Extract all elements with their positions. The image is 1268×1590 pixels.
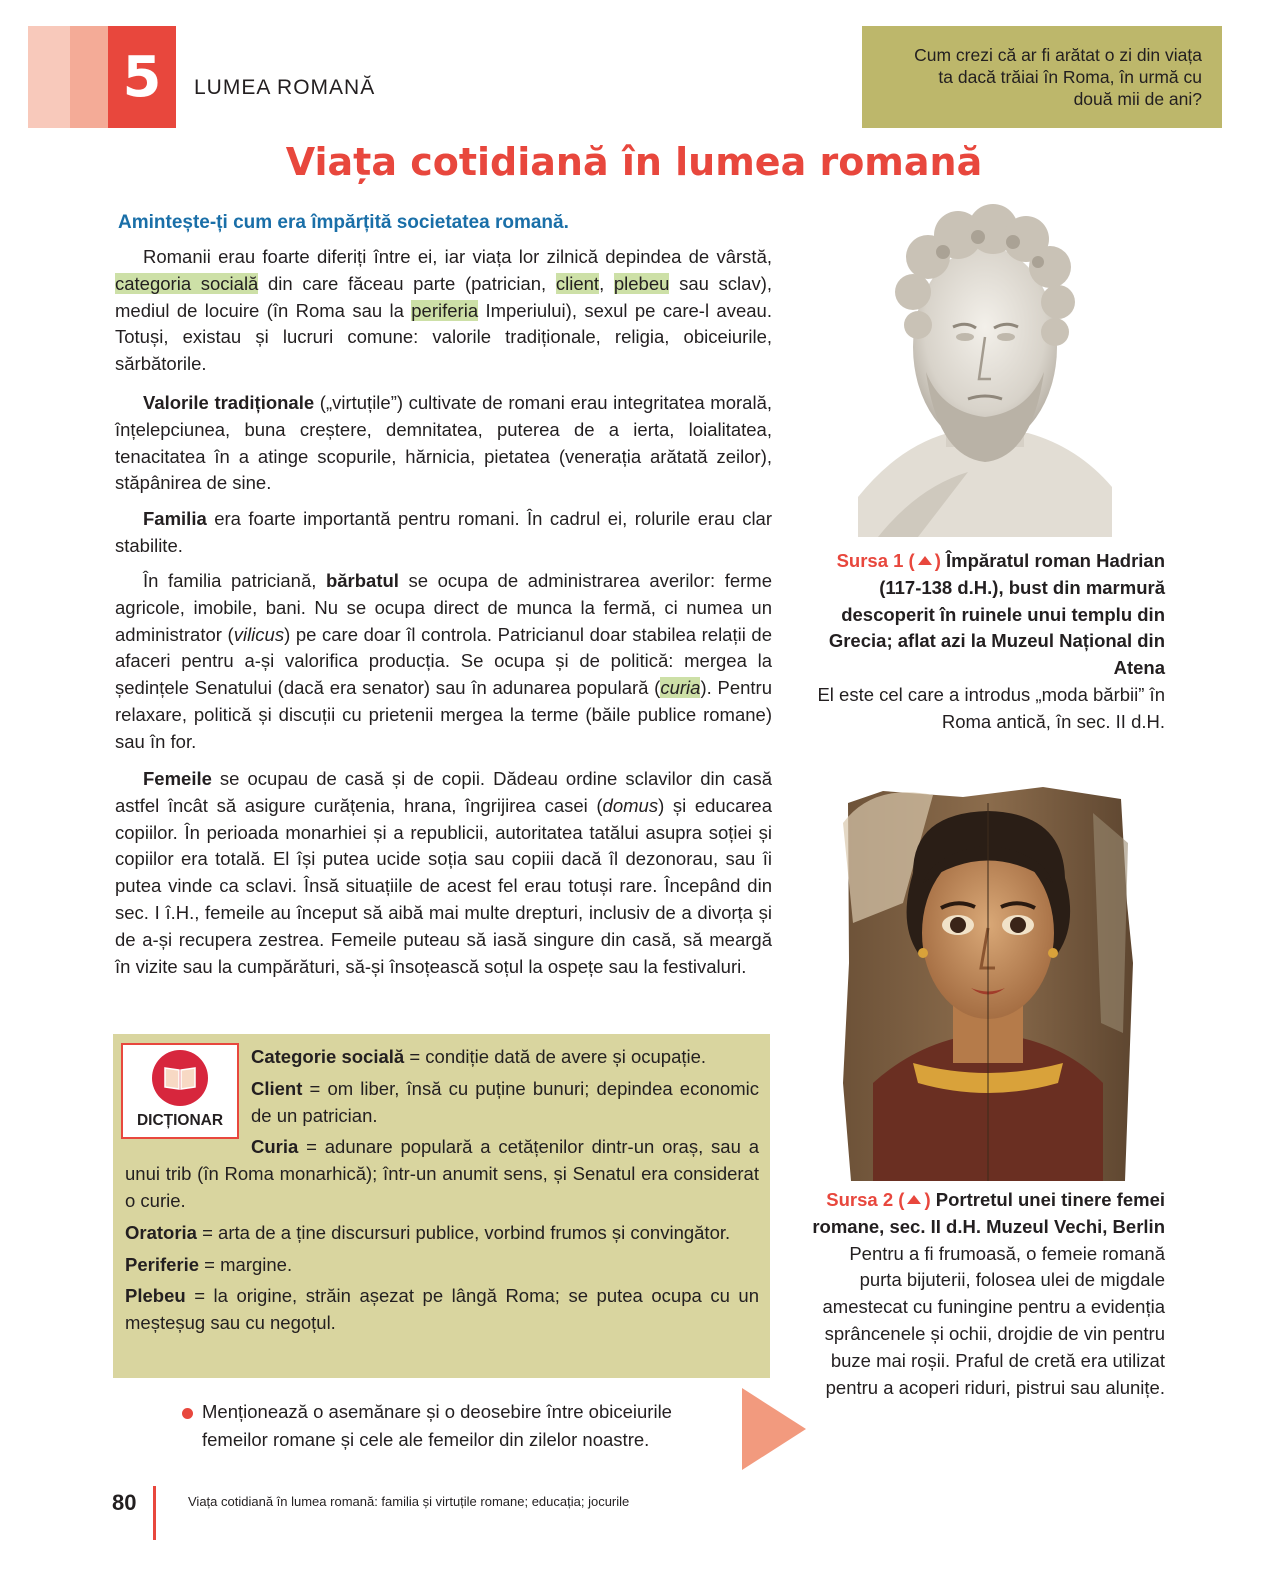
dictionary-entry <box>125 1252 759 1279</box>
paragraph-women <box>115 766 772 980</box>
dictionary-entry <box>125 1220 759 1247</box>
text: era foarte importantă pentru romani. În cadrul ei, rolurile erau clar stabilite. <box>115 508 772 556</box>
task-text: Menționează o asemănare și o deosebire între obiceiurile femeilor romane și cele ale femeilor din zilelor noastre. <box>202 1401 672 1450</box>
dictionary-definition: = om liber, însă cu puține bunuri; depindea economic de un patrician. <box>251 1077 759 1126</box>
bold-term: Familia <box>143 508 207 529</box>
source-label: Sursa 2 ( <box>826 1189 905 1210</box>
glossary-term[interactable]: categoria socială <box>115 272 259 294</box>
text: În familia patriciană, <box>143 570 326 591</box>
recall-prompt: Amintește-ți cum era împărțită societatea romană. <box>118 212 569 233</box>
source-label: ) <box>934 550 941 571</box>
bold-term: Valorile tradiționale <box>143 392 315 413</box>
footer-text: Viața cotidiană în lumea romană: familia și virtuțile romane; educația; jocurile <box>188 1494 630 1509</box>
text: ). Pentru relaxare, politică și discuții cu prietenii mergea la terme (băile publice romane) sau în for. <box>115 677 772 752</box>
text: ) și educarea copiilor. În perioada monarhiei și a republicii, autoritatea tatălui asupra soției și copiilor era totală. El își putea ucide soția sau copiii dacă îl dezonorau, sau îi putea vinde ca sclavi. Însă situațiile de acest fel erau totuși rare. Începând din sec. I î.H., femeile au început să aibă mai multe drepturi, inclusiv de a divorța și de a-și recupera zestrea. Femeile puteau să iasă singure din casă, să meargă în vizite sau la cumpărături, să-și însoțească soțul la ospețe sau la festivaluri. <box>115 794 772 977</box>
dictionary-term: Curia <box>251 1136 299 1158</box>
text: ) pe care doar îl controla. Patricianul doar stabilea relații de afaceri pentru a-și valorifica producția. Se ocupa și de politică: mergea la ședințele Senatului (dacă era senator) sau în adunarea populară ( <box>115 623 773 699</box>
bold-term: bărbatul <box>325 570 399 591</box>
bold-term: Femeile <box>143 768 212 789</box>
dictionary-term: Categorie socială <box>251 1046 405 1067</box>
text: („virtuțile”) cultivate de romani erau integritatea morală, înțelepciunea, buna creștere, demnitatea, puterea de a ierta, loialitatea, tenacitatea în a atinge scopurile, hărnicia, pietatea (venerația arătată zeilor), stăpânirea de sine. <box>115 392 772 494</box>
dictionary-entries <box>125 1044 759 1342</box>
glossary-term[interactable]: periferia <box>411 299 479 321</box>
paragraph-family <box>115 506 772 560</box>
hadrian-bust-image <box>858 197 1112 537</box>
source-label: ) <box>924 1189 931 1210</box>
page-title: Viața cotidiană în lumea romană <box>285 140 983 184</box>
page-number: 80 <box>112 1490 137 1515</box>
source-description: Pentru a fi frumoasă, o femeie romană purta bijuterii, folosea ulei de migdale amestecat cu funingine pentru a evidenția sprâncenele și ochii, drojdie de vin pentru buze mai roșii. Praful de cretă era utilizat pentru a acoperi riduri, pistrui sau alunițe. <box>822 1242 1165 1398</box>
source-label: Sursa 1 ( <box>836 550 915 571</box>
glossary-term[interactable]: client <box>555 272 600 294</box>
dictionary-definition: = condiție dată de avere și ocupație. <box>404 1046 707 1067</box>
arrow-right-icon <box>742 1388 806 1470</box>
dictionary-label: DICȚIONAR <box>136 1112 224 1129</box>
paragraph-values <box>115 390 772 497</box>
text: , <box>599 272 614 294</box>
bullet-icon <box>182 1408 193 1419</box>
dictionary-term: Periferie <box>125 1253 200 1275</box>
dictionary-term: Oratoria <box>125 1221 197 1243</box>
paragraph-intro <box>115 244 772 378</box>
latin-term: vilicus <box>233 623 285 645</box>
dictionary-entry <box>125 1076 759 1130</box>
text: sau sclav), mediul de locuire (în Roma sau la <box>115 272 772 321</box>
paragraph-man <box>115 568 772 756</box>
source-2-caption <box>809 1187 1165 1401</box>
chapter-title: LUMEA ROMANĂ <box>194 76 376 99</box>
dictionary-term: Client <box>251 1077 303 1099</box>
dictionary-entry <box>125 1134 759 1214</box>
footer-divider <box>153 1486 156 1540</box>
text: se ocupa de administrarea averilor: ferme agricole, imobile, bani. Nu se ocupa direct de munca la fermă, ci numea un administrator ( <box>115 570 772 645</box>
chapter-tab-stripe <box>70 26 112 128</box>
dictionary-entry <box>125 1283 759 1337</box>
text: Romanii erau foarte diferiți între ei, iar viața lor zilnică depindea de vârstă, <box>143 246 772 267</box>
triangle-up-icon <box>918 556 932 565</box>
source-title: Împăratul roman Hadrian (117-138 d.H.), bust din marmură descoperit în ruinele unui templu din Grecia; aflat azi la Muzeul Național din Atena <box>828 550 1165 679</box>
source-1-caption <box>809 548 1165 736</box>
dictionary-definition: = adunare populară a cetățenilor dintr-un oraș, sau a unui trib (în Roma monarhică); într-un anumit sens, și Senatul era considerat o curie. <box>125 1136 759 1211</box>
text: se ocupau de casă și de copii. Dădeau ordine sclavilor din casă astfel încât să asigure curățenia, hrana, îngrijirea casei ( <box>115 768 772 816</box>
text: din care făceau parte (patrician, <box>258 272 556 294</box>
dictionary-definition: = la origine, străin așezat pe lângă Roma; se putea ocupa cu un meșteșug sau cu negoțul. <box>125 1285 759 1334</box>
source-title: Portretul unei tinere femei romane, sec. II d.H. Muzeul Vechi, Berlin <box>812 1189 1165 1237</box>
intro-question-box <box>862 26 1222 128</box>
latin-term: domus <box>602 794 659 816</box>
text: Imperiului), sexul pe care-l aveau. Totuși, existau și lucruri comune: valorile tradiționale, religia, obiceiurile, sărbătorile. <box>115 299 772 375</box>
glossary-term[interactable]: curia <box>660 677 701 699</box>
intro-question-text: Cum crezi că ar fi arătat o zi din viața ta dacă trăiai în Roma, în urmă cu două mii de ani? <box>914 45 1202 109</box>
source-description: El este cel care a introdus „moda bărbii” în Roma antică, în sec. II d.H. <box>817 683 1165 732</box>
dictionary-definition: = arta de a ține discursuri publice, vorbind frumos și convingător. <box>196 1221 731 1243</box>
chapter-tab-stripe <box>28 26 70 128</box>
dictionary-entry <box>125 1044 759 1071</box>
chapter-number: 5 <box>108 26 176 128</box>
dictionary-term: Plebeu <box>125 1285 186 1307</box>
glossary-term[interactable]: plebeu <box>613 272 670 294</box>
triangle-up-icon <box>907 1195 921 1204</box>
dictionary-definition: = margine. <box>199 1253 293 1275</box>
fayum-portrait-image <box>843 783 1133 1181</box>
